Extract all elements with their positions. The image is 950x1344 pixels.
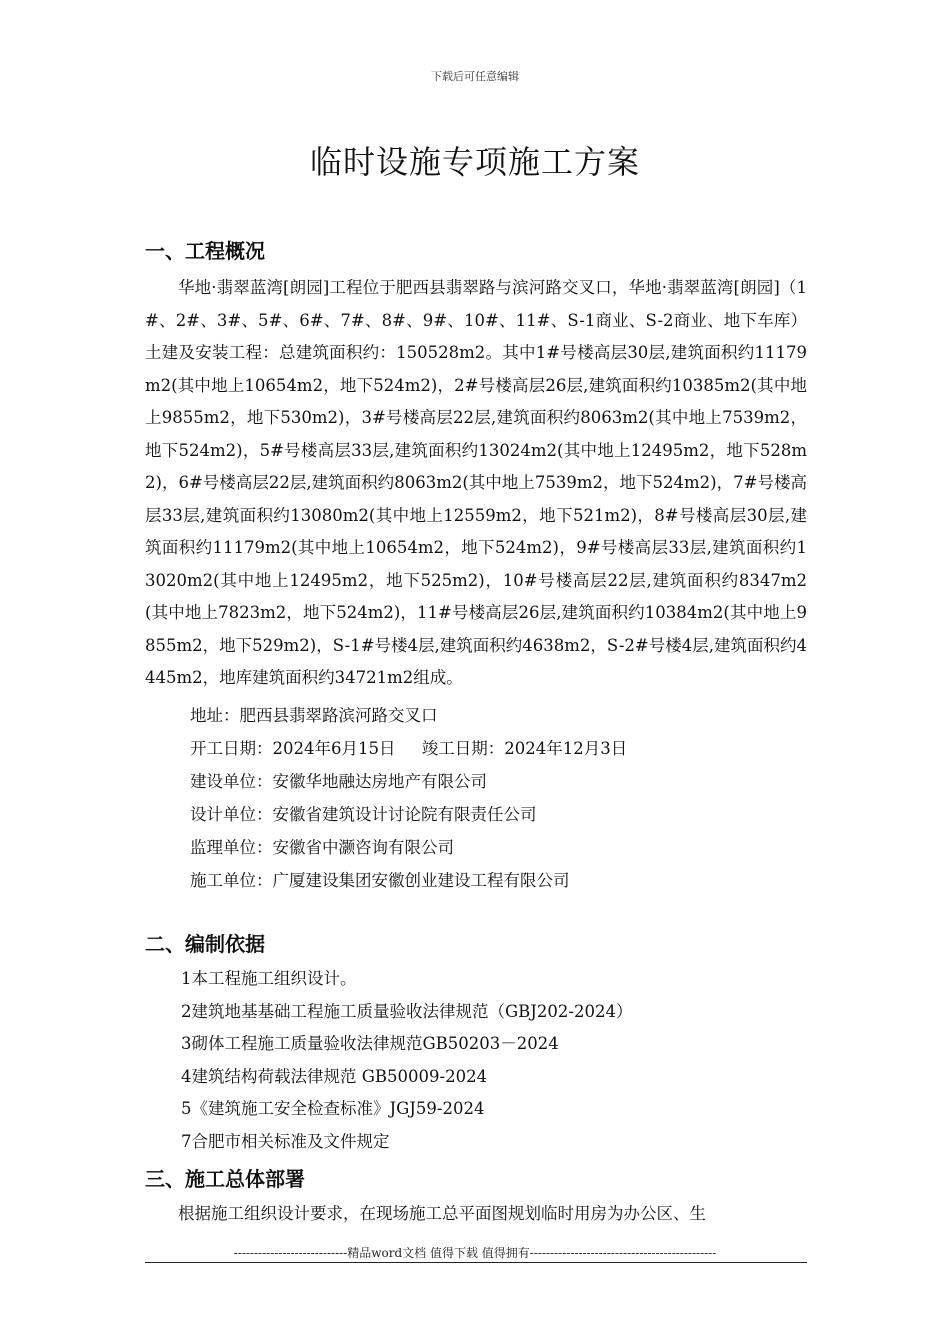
basis-item: 3砌体工程施工质量验收法律规范GB50203－2024 (181, 1034, 559, 1053)
header-note: 下载后可任意编辑 (431, 70, 519, 83)
document-title: 临时设施专项施工方案 (309, 143, 640, 182)
section-heading-overview: 一、工程概况 (145, 239, 265, 263)
project-dates: 开工日期：2024年6月15日 竣工日期：2024年12月3日 (190, 738, 628, 758)
section-overview (145, 234, 807, 897)
section-heading-basis: 二、编制依据 (145, 932, 265, 956)
section-basis (145, 927, 807, 1158)
basis-item: 5《建筑施工安全检查标准》JGJ59-2024 (181, 1099, 485, 1118)
owner-unit: 建设单位：安徽华地融达房地产有限公司 (190, 771, 487, 791)
basis-item: 1本工程施工组织设计。 (181, 969, 357, 988)
project-address: 地址：肥西县翡翠路滨河路交叉口 (190, 705, 438, 725)
section-heading-deployment: 三、施工总体部署 (145, 1167, 305, 1191)
footer-divider (145, 1262, 807, 1263)
design-unit: 设计单位：安徽省建筑设计讨论院有限责任公司 (190, 804, 537, 824)
section-deployment (145, 1162, 807, 1231)
overview-paragraph: 华地·翡翠蓝湾[朗园]工程位于肥西县翡翠路与滨河路交叉口，华地·翡翠蓝湾[朗园]（1#、2#、3#、5#、6#、7#、8#、9#、10#、11#、S-1商业、S-2商业、地下车库）土建及安装工程：总建筑面积约：150528m2。其中1#号楼高层30层,建筑面积约11179m2(其中地上10654m2，地下524m2)，2#号楼高层26层,建筑面积约10385m2(其中地上9855m2，地下530m2)，3#号楼高层22层,建筑面积约8063m2(其中地上7539m2，地下524m2)，5#号楼高层33层,建筑面积约13024m2(其中地上12495m2，地下528m2)，6#号楼高层22层,建筑面积约8063m2(其中地上7539m2，地下524m2)，7#号楼高层33层,建筑面积约13080m2(其中地上12559m2，地下521m2)，8#号楼高层30层,建筑面积约11179m2(其中地上10654m2，地下524m2)，9#号楼高层33层,建筑面积约13020m2(其中地上12495m2，地下525m2)，10#号楼高层22层,建筑面积约8347m2(其中地上7823m2，地下524m2)，11#号楼高层26层,建筑面积约10384m2(其中地上9855m2，地下529m2)，S-1#号楼4层,建筑面积约4638m2，S-2#号楼4层,建筑面积约4445m2，地库建筑面积约34721m2组成。 (145, 278, 807, 687)
footer-text: ----------------------------精品word文档 值得下载 值得拥有---------------------------------------------- (233, 1246, 717, 1260)
deployment-paragraph: 根据施工组织设计要求，在现场施工总平面图规划临时用房为办公区、生 (178, 1204, 706, 1223)
supervision-unit: 监理单位：安徽省中灏咨询有限公司 (190, 837, 454, 857)
basis-item: 2建筑地基基础工程施工质量验收法律规范（GBJ202-2024） (181, 1001, 633, 1021)
construction-unit: 施工单位：广厦建设集团安徽创业建设工程有限公司 (190, 870, 570, 890)
basis-item: 4建筑结构荷载法律规范 GB50009-2024 (181, 1066, 488, 1086)
basis-item: 7合肥市相关标准及文件规定 (181, 1131, 390, 1151)
